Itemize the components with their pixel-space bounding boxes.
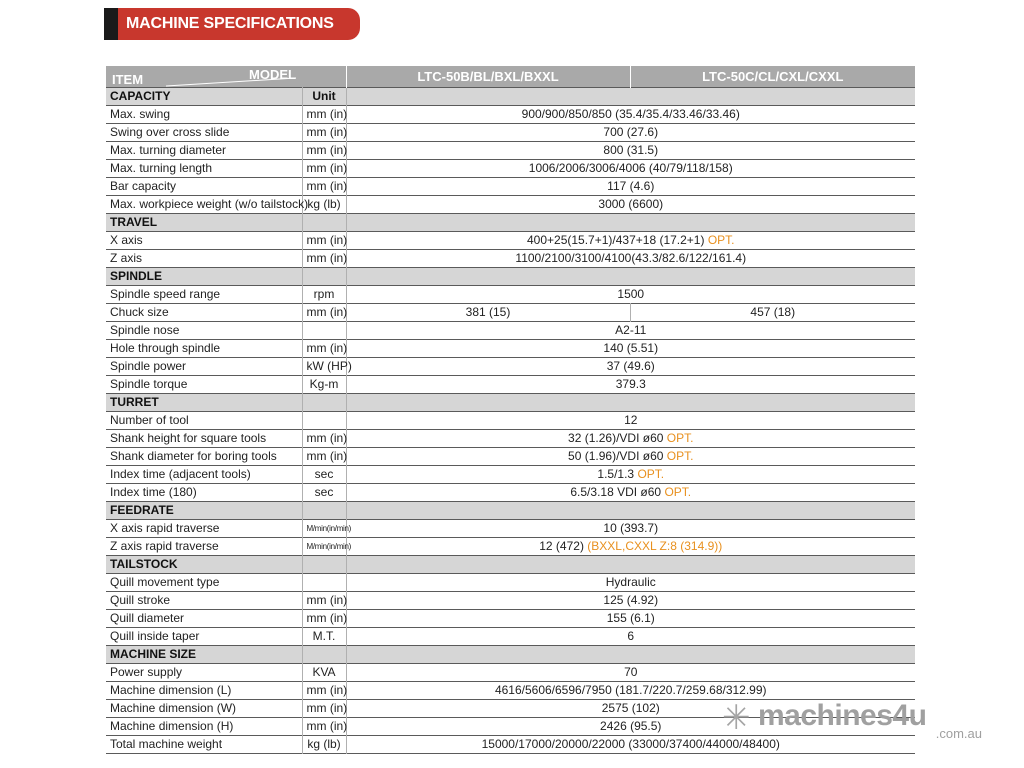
value-text: 1.5/1.3 (597, 467, 635, 481)
item-label: X axis rapid traverse (110, 521, 220, 535)
value-cell (346, 682, 915, 700)
item-label: Spindle nose (110, 323, 180, 337)
item-label: Hole through spindle (110, 341, 221, 355)
section-fill (346, 556, 915, 574)
table-header-row (106, 66, 915, 88)
value-cell (346, 520, 915, 538)
unit-cell: mm (in) (302, 250, 346, 268)
section-fill (346, 268, 915, 286)
unit-cell (302, 322, 346, 340)
item-label: Machine dimension (W) (110, 701, 237, 715)
value-text: 12 (472) (539, 539, 584, 553)
item-label: Index time (adjacent tools) (110, 467, 251, 481)
item-label: Max. turning length (110, 161, 213, 175)
spec-row (106, 412, 915, 430)
section-title: CAPACITY (106, 88, 302, 106)
unit-cell (302, 394, 346, 412)
section-row (106, 646, 915, 664)
value-cell (346, 610, 915, 628)
banner-title: MACHINE SPECIFICATIONS (118, 8, 360, 40)
option-note: OPT. (664, 485, 692, 499)
value-text: 379.3 (615, 377, 646, 391)
option-note: OPT. (637, 467, 665, 481)
item-label: Shank height for square tools (110, 431, 267, 445)
spec-row (106, 232, 915, 250)
section-title: TAILSTOCK (106, 556, 302, 574)
value-text: 2426 (95.5) (600, 719, 662, 733)
unit-cell: mm (in) (302, 718, 346, 736)
item-label: Max. workpiece weight (w/o tailstock) (110, 197, 309, 211)
unit-cell: sec (302, 466, 346, 484)
item-header-label: ITEM (112, 72, 144, 87)
value-cell (346, 178, 915, 196)
value-text: 70 (624, 665, 638, 679)
item-label: Total machine weight (110, 737, 223, 751)
banner-accent-bar (104, 8, 118, 40)
spec-row (106, 628, 915, 646)
unit-cell: kW (HP) (302, 358, 346, 376)
section-row (106, 268, 915, 286)
value-cell (346, 538, 915, 556)
value-cell (346, 160, 915, 178)
value-cell (346, 628, 915, 646)
spec-row (106, 466, 915, 484)
section-title: TURRET (106, 394, 302, 412)
value-text: 32 (1.26)/VDI ø60 (568, 431, 664, 445)
value-text: 800 (31.5) (603, 143, 659, 157)
unit-cell (302, 502, 346, 520)
item-label: Quill movement type (110, 575, 220, 589)
value-text: 125 (4.92) (603, 593, 659, 607)
unit-cell: mm (in) (302, 106, 346, 124)
item-label: Spindle torque (110, 377, 188, 391)
spec-row (106, 430, 915, 448)
asterisk-logo-icon: ✳ (722, 699, 751, 737)
spec-row (106, 322, 915, 340)
item-label: Quill diameter (110, 611, 185, 625)
unit-cell (302, 556, 346, 574)
unit-header-blank (302, 66, 346, 88)
section-row (106, 88, 915, 106)
watermark-brand: machines4u (758, 699, 927, 732)
spec-row (106, 484, 915, 502)
value-text: 900/900/850/850 (35.4/35.4/33.46/33.46) (521, 107, 740, 121)
value-text: 400+25(15.7+1)/437+18 (17.2+1) (527, 233, 705, 247)
section-fill (346, 88, 915, 106)
unit-cell: mm (in) (302, 304, 346, 322)
model-header-label: MODEL (249, 67, 296, 82)
unit-cell: kg (lb) (302, 736, 346, 754)
spec-row (106, 106, 915, 124)
section-banner (104, 8, 360, 40)
unit-cell: mm (in) (302, 232, 346, 250)
section-row (106, 502, 915, 520)
item-label: Quill inside taper (110, 629, 200, 643)
unit-cell: mm (in) (302, 448, 346, 466)
value-text: A2-11 (615, 323, 647, 337)
value-cell (346, 196, 915, 214)
item-label: Z axis (110, 251, 143, 265)
unit-cell: kg (lb) (302, 196, 346, 214)
value-text: 700 (27.6) (603, 125, 659, 139)
unit-cell: mm (in) (302, 178, 346, 196)
unit-cell: M/min(in/min) (302, 538, 346, 556)
spec-row (106, 340, 915, 358)
unit-cell (302, 214, 346, 232)
option-note: OPT. (666, 449, 694, 463)
unit-cell: mm (in) (302, 340, 346, 358)
value-cell (346, 250, 915, 268)
section-fill (346, 394, 915, 412)
unit-cell (302, 268, 346, 286)
unit-cell: sec (302, 484, 346, 502)
unit-cell: KVA (302, 664, 346, 682)
value-cell (346, 448, 915, 466)
unit-cell: mm (in) (302, 142, 346, 160)
item-label: Quill stroke (110, 593, 171, 607)
unit-cell (302, 646, 346, 664)
value-text: 3000 (6600) (598, 197, 664, 211)
item-label: Machine dimension (H) (110, 719, 234, 733)
value-text: 140 (5.51) (603, 341, 659, 355)
item-label: Max. turning diameter (110, 143, 227, 157)
value-text: 15000/17000/20000/22000 (33000/37400/44000/48400) (481, 737, 780, 751)
item-label: Power supply (110, 665, 183, 679)
value-cell (346, 286, 915, 304)
spec-row (106, 160, 915, 178)
item-label: Chuck size (110, 305, 169, 319)
spec-row (106, 196, 915, 214)
spec-row (106, 358, 915, 376)
spec-row (106, 448, 915, 466)
section-title: TRAVEL (106, 214, 302, 232)
value-cell (346, 142, 915, 160)
item-label: Machine dimension (L) (110, 683, 232, 697)
value-cell-b: 381 (15) (346, 304, 630, 322)
section-fill (346, 214, 915, 232)
item-label: Swing over cross slide (110, 125, 230, 139)
value-cell (346, 322, 915, 340)
value-cell (346, 232, 915, 250)
option-note: OPT. (666, 431, 694, 445)
value-text: 1006/2006/3006/4006 (40/79/118/158) (528, 161, 733, 175)
item-label: Number of tool (110, 413, 189, 427)
item-label: X axis (110, 233, 143, 247)
value-text: 117 (4.6) (607, 179, 655, 193)
value-text: 50 (1.96)/VDI ø60 (568, 449, 664, 463)
spec-row (106, 520, 915, 538)
model-column-header-b: LTC-50B/BL/BXL/BXXL (346, 66, 630, 88)
spec-row (106, 142, 915, 160)
item-label: Shank diameter for boring tools (110, 449, 277, 463)
value-text: 12 (624, 413, 638, 427)
value-text: Hydraulic (605, 575, 656, 589)
section-fill (346, 646, 915, 664)
value-cell (346, 574, 915, 592)
value-cell (346, 664, 915, 682)
item-label: Spindle speed range (110, 287, 221, 301)
value-text: 1100/2100/3100/4100(43.3/82.6/122/161.4) (515, 251, 747, 265)
unit-cell: Kg-m (302, 376, 346, 394)
spec-row (106, 124, 915, 142)
section-fill (346, 502, 915, 520)
option-note: OPT. (707, 233, 735, 247)
value-cell (346, 592, 915, 610)
item-label: Index time (180) (110, 485, 197, 499)
watermark-logo (722, 698, 992, 744)
item-label: Max. swing (110, 107, 171, 121)
spec-row (106, 178, 915, 196)
spec-row (106, 304, 915, 322)
unit-cell: mm (in) (302, 682, 346, 700)
value-cell (346, 340, 915, 358)
section-row (106, 556, 915, 574)
unit-cell: mm (in) (302, 700, 346, 718)
value-text: 10 (393.7) (603, 521, 659, 535)
value-text: 6 (627, 629, 635, 643)
unit-cell (302, 574, 346, 592)
section-title: MACHINE SIZE (106, 646, 302, 664)
value-cell (346, 430, 915, 448)
unit-cell: rpm (302, 286, 346, 304)
section-row (106, 214, 915, 232)
spec-row (106, 592, 915, 610)
unit-cell: mm (in) (302, 430, 346, 448)
unit-cell: mm (in) (302, 160, 346, 178)
model-column-header-c: LTC-50C/CL/CXL/CXXL (630, 66, 915, 88)
value-text: 1500 (617, 287, 645, 301)
item-label: Bar capacity (110, 179, 177, 193)
item-label: Spindle power (110, 359, 187, 373)
unit-cell (302, 412, 346, 430)
unit-cell: mm (in) (302, 124, 346, 142)
item-label: Z axis rapid traverse (110, 539, 219, 553)
section-title: SPINDLE (106, 268, 302, 286)
unit-cell: Unit (302, 88, 346, 106)
value-cell (346, 412, 915, 430)
value-cell-c: 457 (18) (750, 305, 796, 319)
spec-row (106, 574, 915, 592)
section-title: FEEDRATE (106, 502, 302, 520)
spec-row (106, 664, 915, 682)
value-cell (346, 376, 915, 394)
value-cell (346, 484, 915, 502)
value-text: 155 (6.1) (606, 611, 655, 625)
value-cell (346, 124, 915, 142)
value-text: 37 (49.6) (606, 359, 655, 373)
spec-row (106, 250, 915, 268)
value-cell (346, 358, 915, 376)
specifications-table (106, 66, 915, 754)
spec-row (106, 286, 915, 304)
unit-cell: M.T. (302, 628, 346, 646)
value-text: 4616/5606/6596/7950 (181.7/220.7/259.68/312.99) (494, 683, 767, 697)
watermark-domain: .com.au (935, 726, 982, 741)
spec-row (106, 376, 915, 394)
table-body (106, 88, 915, 754)
unit-cell: mm (in) (302, 610, 346, 628)
value-text: 6.5/3.18 VDI ø60 (570, 485, 662, 499)
unit-cell: M/min(in/min) (302, 520, 346, 538)
option-note: (BXXL,CXXL Z:8 (314.9)) (587, 539, 723, 553)
value-text: 2575 (102) (601, 701, 660, 715)
spec-row (106, 682, 915, 700)
spec-row (106, 538, 915, 556)
spec-row (106, 610, 915, 628)
item-model-header (106, 66, 302, 88)
section-row (106, 394, 915, 412)
value-cell (346, 466, 915, 484)
value-cell (346, 106, 915, 124)
unit-cell: mm (in) (302, 592, 346, 610)
